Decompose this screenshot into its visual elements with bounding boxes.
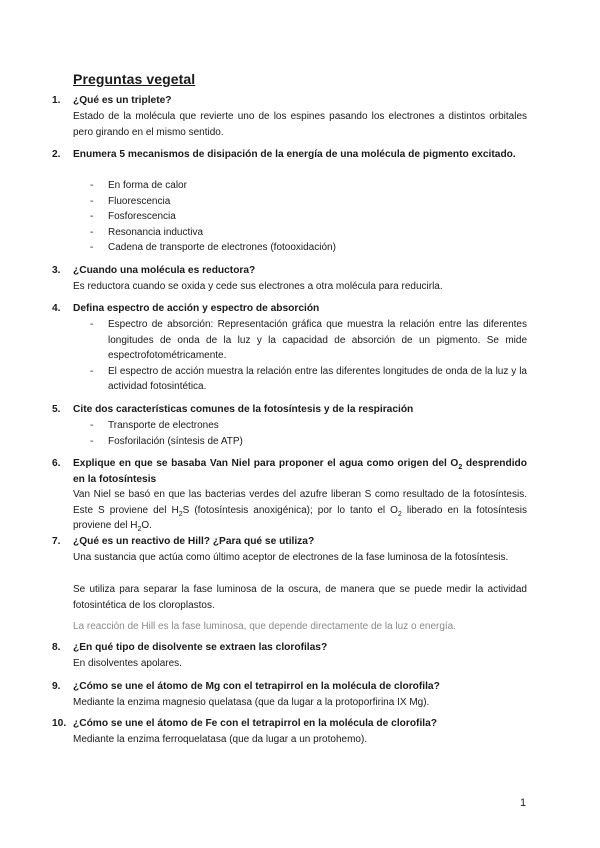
answer-8: En disolventes apolares.: [73, 658, 182, 669]
answer-6: Van Niel se basó en que las bacterias verdes del azufre liberan S como resultado de la fotosíntesis. Este S proviene del $H_2S$ (fotosíntesis anoxigénica); por lo tanto el $O_2$ liberado en la fotosíntesis proviene del $H_2O$.: [73, 489, 528, 534]
answer-9: Mediante la enzima magnesio quelatasa (que da lugar a la protoporfirina IX Mg).: [73, 697, 430, 708]
answer-1: Estado de la molécula que revierte uno de los espines pasando los electrones a distintos orbitales pero girando en el mismo sentido.: [73, 111, 527, 138]
question-number: 7.: [52, 536, 61, 547]
question-7: ¿Qué es un reactivo de Hill? ¿Para qué se utiliza?: [73, 536, 315, 547]
question-number: 10.: [52, 718, 67, 729]
question-10: ¿Cómo se une el átomo de Fe con el tetrapirrol en la molécula de clorofila?: [73, 718, 437, 729]
answer-4-list: [73, 317, 527, 395]
answer-10: Mediante la enzima ferroquelatasa (que da lugar a un protohemo).: [73, 734, 368, 745]
question-8: ¿En qué tipo de disolvente se extraen las clorofilas?: [73, 642, 328, 653]
answer-7b: Se utiliza para separar la fase luminosa de la oscura, de manera que se puede medir la actividad fotosintética de los cloroplastos.: [73, 584, 527, 611]
question-3: ¿Cuando una molécula es reductora?: [73, 265, 256, 276]
list-item: - Cadena de transporte de electrones (fotooxidación): [90, 242, 336, 254]
list-item: - Espectro de absorción: Representación gráfica que muestra la relación entre las diferentes longitudes de onda de la luz y la capacidad de absorción de un pigmento. Se mide espectrofotométricamente.: [90, 319, 527, 362]
question-number: 4.: [52, 303, 61, 314]
question-1: ¿Qué es un triplete?: [73, 95, 172, 106]
question-number: 3.: [52, 265, 61, 276]
question-number: 8.: [52, 642, 61, 653]
list-item: - Fosforescencia: [90, 211, 176, 223]
list-item: - Fosforilación (síntesis de ATP): [90, 435, 243, 447]
page-number: 1: [520, 797, 527, 809]
question-6: Explique en que se basaba Van Niel para proponer el agua como origen del $O_2$ desprendido en la fotosíntesis: [73, 458, 527, 485]
question-number: 2.: [52, 149, 61, 160]
page-title: Preguntas vegetal: [73, 71, 196, 87]
question-number: 1.: [52, 95, 61, 106]
answer-2-list: [73, 178, 527, 256]
list-item: - Transporte de electrones: [90, 420, 219, 431]
question-9: ¿Cómo se une el átomo de Mg con el tetrapirrol en la molécula de clorofila?: [73, 681, 440, 692]
list-item: - Resonancia inductiva: [90, 226, 204, 238]
question-number: 6.: [52, 458, 61, 469]
list-item: - El espectro de acción muestra la relación entre las diferentes longitudes de onda de la luz y la actividad fotosintética.: [90, 365, 527, 393]
list-item: - Fluorescencia: [90, 195, 171, 207]
answer-3: Es reductora cuando se oxida y cede sus electrones a otra molécula para reducirla.: [73, 281, 443, 292]
question-number: 9.: [52, 681, 61, 692]
answer-5-list: [73, 418, 527, 449]
question-5: Cite dos características comunes de la fotosíntesis y de la respiración: [73, 404, 414, 415]
list-item: - En forma de calor: [90, 180, 187, 191]
note-7: La reacción de Hill es la fase luminosa, que depende directamente de la luz o energía.: [73, 621, 457, 632]
question-number: 5.: [52, 404, 61, 415]
answer-7a: Una sustancia que actúa como último aceptor de electrones de la fase luminosa de la fotosíntesis.: [73, 552, 509, 563]
question-4: Defina espectro de acción y espectro de absorción: [73, 303, 320, 314]
question-2: Enumera 5 mecanismos de disipación de la energía de una molécula de pigmento excitado.: [73, 149, 516, 160]
